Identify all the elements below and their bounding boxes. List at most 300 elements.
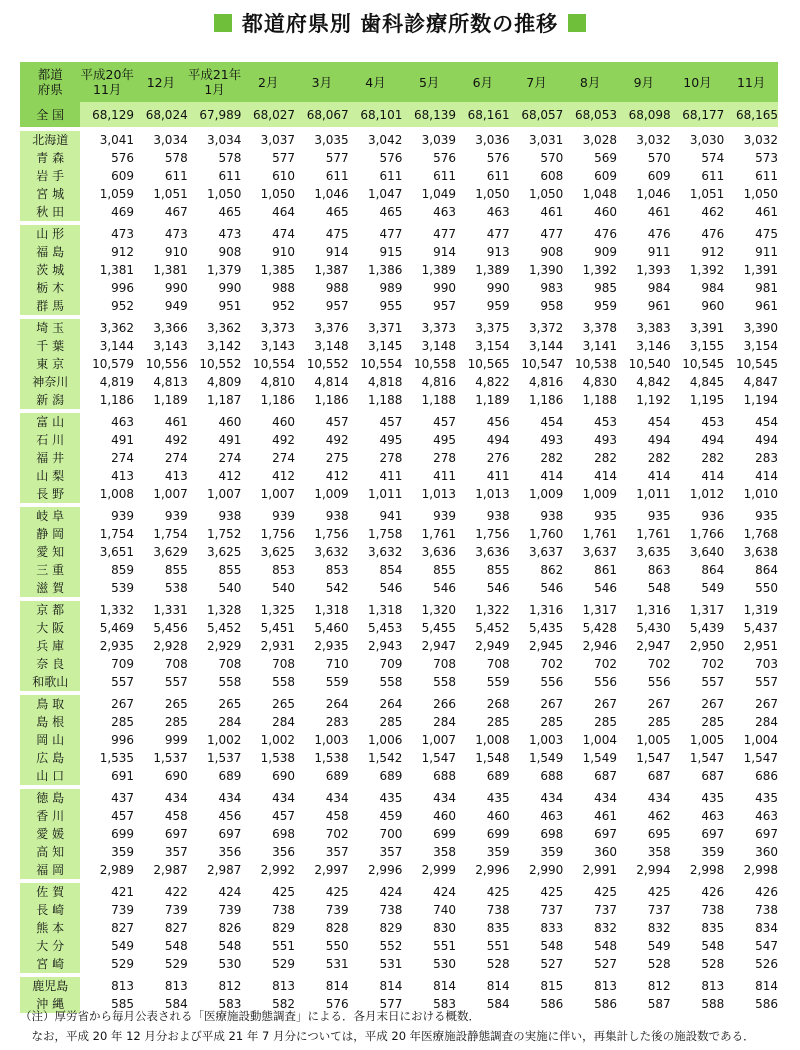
- table-row: [20, 579, 778, 597]
- table-cell: 461: [755, 205, 778, 219]
- table-cell: 587: [647, 997, 671, 1011]
- table-cell: 460: [218, 415, 242, 429]
- table-cell: 264: [379, 697, 403, 711]
- table-cell: 698: [272, 827, 296, 841]
- table-cell: 2,949: [475, 639, 510, 653]
- table-cell: 815: [540, 979, 564, 993]
- prefecture-name: 熊 本: [20, 919, 80, 937]
- table-cell: 5,435: [528, 621, 564, 635]
- table-cell: 454: [647, 415, 671, 429]
- table-cell: 3,640: [689, 545, 725, 559]
- table-cell: 611: [164, 169, 188, 183]
- table-cell: 813: [272, 979, 296, 993]
- table-cell: 911: [755, 245, 778, 259]
- table-cell: 3,143: [153, 339, 188, 353]
- total-value: 68,067: [295, 102, 349, 127]
- table-cell: 1,549: [528, 751, 564, 765]
- table-cell: 738: [755, 903, 778, 917]
- table-cell: 2,996: [367, 863, 403, 877]
- table-cell: 267: [647, 697, 671, 711]
- table-cell: 935: [594, 509, 617, 523]
- table-cell: 828: [325, 921, 349, 935]
- table-cell: 864: [701, 563, 725, 577]
- table-cell: 434: [325, 791, 349, 805]
- table-cell: 573: [755, 151, 778, 165]
- table-cell: 434: [164, 791, 188, 805]
- table-cell: 357: [164, 845, 188, 859]
- table-cell: 283: [755, 451, 778, 465]
- table-cell: 529: [164, 957, 188, 971]
- month-header-year: 平成21年: [187, 67, 242, 82]
- table-cell: 912: [111, 245, 135, 259]
- table-cell: 414: [540, 469, 564, 483]
- table-cell: 691: [111, 769, 135, 783]
- table-row: [20, 449, 778, 467]
- table-cell: 412: [218, 469, 242, 483]
- prefecture-name: 大 阪: [20, 619, 80, 637]
- table-cell: 702: [701, 657, 725, 671]
- table-cell: 557: [164, 675, 188, 689]
- table-cell: 459: [379, 809, 403, 823]
- table-cell: 494: [486, 433, 510, 447]
- table-cell: 3,383: [636, 321, 671, 335]
- table-cell: 3,144: [528, 339, 564, 353]
- table-row: [20, 167, 778, 185]
- table-cell: 1,004: [743, 733, 778, 747]
- table-cell: 542: [325, 581, 349, 595]
- table-cell: 1,050: [743, 187, 778, 201]
- table-cell: 546: [486, 581, 510, 595]
- table-row: [20, 601, 778, 619]
- table-cell: 2,990: [528, 863, 564, 877]
- table-cell: 1,059: [99, 187, 135, 201]
- prefecture-name: 福 岡: [20, 861, 80, 879]
- table-cell: 548: [647, 581, 671, 595]
- table-cell: 1,011: [367, 487, 403, 501]
- table-cell: 686: [755, 769, 778, 783]
- table-cell: 989: [379, 281, 403, 295]
- table-cell: 267: [755, 697, 778, 711]
- table-cell: 3,637: [582, 545, 617, 559]
- table-cell: 1,756: [260, 527, 296, 541]
- table-cell: 492: [325, 433, 349, 447]
- table-cell: 1,003: [528, 733, 564, 747]
- table-cell: 556: [594, 675, 617, 689]
- table-cell: 538: [164, 581, 188, 595]
- table-cell: 4,813: [153, 375, 188, 389]
- table-cell: 611: [701, 169, 725, 183]
- table-cell: 699: [486, 827, 510, 841]
- table-cell: 3,034: [207, 133, 242, 147]
- table-cell: 1,549: [582, 751, 617, 765]
- table-cell: 990: [486, 281, 510, 295]
- table-cell: 3,031: [528, 133, 564, 147]
- table-cell: 495: [433, 433, 456, 447]
- prefecture-name: 広 島: [20, 749, 80, 767]
- prefecture-name: 東 京: [20, 355, 80, 373]
- table-cell: 939: [433, 509, 456, 523]
- month-header-month: 5月: [418, 74, 440, 90]
- table-cell: 2,928: [153, 639, 188, 653]
- table-cell: 454: [755, 415, 778, 429]
- table-cell: 938: [325, 509, 349, 523]
- table-cell: 585: [111, 997, 135, 1011]
- table-cell: 1,542: [367, 751, 403, 765]
- total-value: 68,053: [563, 102, 617, 127]
- table-cell: 955: [379, 299, 403, 313]
- table-cell: 527: [540, 957, 564, 971]
- table-cell: 855: [218, 563, 242, 577]
- month-header-month: 1月: [204, 82, 225, 97]
- prefecture-name: 長 崎: [20, 901, 80, 919]
- prefecture-name: 徳 島: [20, 789, 80, 807]
- table-cell: 3,376: [314, 321, 349, 335]
- table-cell: 265: [272, 697, 296, 711]
- prefecture-name: 鹿児島: [20, 977, 80, 995]
- prefecture-name: 栃 木: [20, 279, 80, 297]
- total-value: 68,024: [134, 102, 188, 127]
- table-cell: 10,545: [736, 357, 778, 371]
- table-cell: 559: [486, 675, 510, 689]
- table-cell: 461: [647, 205, 671, 219]
- prefecture-name: 高 知: [20, 843, 80, 861]
- table-cell: 1,758: [367, 527, 403, 541]
- total-value: 68,098: [617, 102, 671, 127]
- table-cell: 981: [755, 281, 778, 295]
- table-cell: 1,331: [153, 603, 188, 617]
- table-cell: 467: [164, 205, 188, 219]
- table-cell: 4,819: [99, 375, 135, 389]
- table-cell: 914: [433, 245, 456, 259]
- table-cell: 3,636: [421, 545, 456, 559]
- table-cell: 457: [433, 415, 456, 429]
- table-cell: 1,013: [421, 487, 456, 501]
- table-cell: 1,013: [475, 487, 510, 501]
- table-cell: 827: [111, 921, 135, 935]
- table-cell: 697: [755, 827, 778, 841]
- table-cell: 4,822: [475, 375, 510, 389]
- table-cell: 473: [164, 227, 188, 241]
- table-cell: 5,439: [689, 621, 725, 635]
- table-cell: 1,187: [207, 393, 242, 407]
- table-cell: 528: [701, 957, 725, 971]
- table-cell: 1,006: [367, 733, 403, 747]
- table-cell: 548: [540, 939, 564, 953]
- table-cell: 4,842: [636, 375, 671, 389]
- table-cell: 3,154: [475, 339, 510, 353]
- table-cell: 412: [272, 469, 296, 483]
- table-cell: 708: [164, 657, 188, 671]
- table-cell: 690: [272, 769, 296, 783]
- table-cell: 267: [540, 697, 564, 711]
- prefecture-name: 和歌山: [20, 673, 80, 691]
- table-cell: 548: [164, 939, 188, 953]
- table-cell: 2,935: [314, 639, 349, 653]
- prefecture-name: 岩 手: [20, 167, 80, 185]
- prefecture-name: 沖 縄: [20, 995, 80, 1013]
- table-cell: 285: [701, 715, 725, 729]
- table-row: [20, 767, 778, 785]
- table-cell: 738: [486, 903, 510, 917]
- table-cell: 576: [486, 151, 510, 165]
- table-cell: 492: [164, 433, 188, 447]
- total-row: [20, 102, 778, 127]
- table-cell: 702: [540, 657, 564, 671]
- table-cell: 584: [486, 997, 510, 1011]
- table-cell: 493: [540, 433, 564, 447]
- table-cell: 1,188: [421, 393, 456, 407]
- table-cell: 859: [111, 563, 135, 577]
- table-cell: 3,036: [475, 133, 510, 147]
- table-cell: 853: [272, 563, 296, 577]
- table-cell: 1,195: [689, 393, 725, 407]
- table-cell: 3,148: [314, 339, 349, 353]
- table-cell: 434: [647, 791, 671, 805]
- table-cell: 540: [218, 581, 242, 595]
- table-cell: 547: [755, 939, 778, 953]
- table-cell: 549: [701, 581, 725, 595]
- total-value: 68,161: [456, 102, 510, 127]
- table-cell: 10,540: [628, 357, 671, 371]
- table-cell: 830: [433, 921, 456, 935]
- table-cell: 360: [755, 845, 778, 859]
- table-cell: 1,186: [99, 393, 135, 407]
- table-cell: 473: [218, 227, 242, 241]
- table-cell: 1,760: [528, 527, 564, 541]
- footnote-2: なお，平成 20 年 12 月分および平成 21 年 7 月分については，平成 20 年医療施設静態調査の実施に伴い，再集計した後の施設数である．: [20, 1029, 755, 1043]
- table-cell: 584: [164, 997, 188, 1011]
- table-cell: 3,154: [743, 339, 778, 353]
- table-cell: 961: [755, 299, 778, 313]
- table-cell: 546: [594, 581, 617, 595]
- table-cell: 1,381: [153, 263, 188, 277]
- table-row: [20, 807, 778, 825]
- table-cell: 709: [379, 657, 403, 671]
- table-cell: 2,994: [636, 863, 671, 877]
- table-cell: 411: [379, 469, 403, 483]
- table-cell: 3,143: [260, 339, 296, 353]
- month-header: [617, 62, 671, 102]
- prefecture-name: 三 重: [20, 561, 80, 579]
- table-cell: 1,050: [260, 187, 296, 201]
- table-cell: 739: [164, 903, 188, 917]
- table-cell: 2,997: [314, 863, 349, 877]
- table-cell: 359: [540, 845, 564, 859]
- table-cell: 434: [218, 791, 242, 805]
- month-header: [349, 62, 403, 102]
- table-cell: 1,047: [367, 187, 403, 201]
- table-cell: 549: [647, 939, 671, 953]
- table-cell: 477: [379, 227, 403, 241]
- table-cell: 528: [486, 957, 510, 971]
- table-cell: 453: [701, 415, 725, 429]
- table-cell: 268: [486, 697, 510, 711]
- table-cell: 2,987: [207, 863, 242, 877]
- table-cell: 274: [111, 451, 135, 465]
- table-cell: 952: [111, 299, 135, 313]
- table-cell: 1,389: [475, 263, 510, 277]
- table-cell: 5,455: [421, 621, 456, 635]
- table-cell: 267: [594, 697, 617, 711]
- table-cell: 738: [701, 903, 725, 917]
- table-cell: 3,635: [636, 545, 671, 559]
- table-row: [20, 955, 778, 973]
- table-cell: 985: [594, 281, 617, 295]
- table-cell: 813: [701, 979, 725, 993]
- table-cell: 2,998: [689, 863, 725, 877]
- table-cell: 435: [755, 791, 778, 805]
- table-row: [20, 543, 778, 561]
- month-header-month: 10月: [683, 74, 712, 90]
- table-row: [20, 391, 778, 409]
- table-cell: 5,460: [314, 621, 349, 635]
- table-cell: 473: [111, 227, 135, 241]
- table-cell: 284: [755, 715, 778, 729]
- table-cell: 266: [433, 697, 456, 711]
- table-cell: 10,545: [682, 357, 725, 371]
- table-cell: 812: [647, 979, 671, 993]
- table-cell: 411: [433, 469, 456, 483]
- table-cell: 285: [594, 715, 617, 729]
- table-cell: 356: [218, 845, 242, 859]
- table-cell: 939: [272, 509, 296, 523]
- total-label: 全 国: [20, 102, 80, 127]
- table-cell: 531: [379, 957, 403, 971]
- table-cell: 425: [594, 885, 617, 899]
- table-cell: 460: [433, 809, 456, 823]
- table-row: [20, 243, 778, 261]
- table-cell: 1,391: [743, 263, 778, 277]
- table-cell: 463: [111, 415, 135, 429]
- table-cell: 951: [218, 299, 242, 313]
- table-cell: 465: [218, 205, 242, 219]
- table-cell: 739: [325, 903, 349, 917]
- table-cell: 1,392: [582, 263, 617, 277]
- table-cell: 457: [325, 415, 349, 429]
- table-cell: 609: [647, 169, 671, 183]
- table-cell: 10,556: [145, 357, 188, 371]
- table-cell: 10,554: [253, 357, 296, 371]
- table-cell: 1,012: [689, 487, 725, 501]
- table-cell: 1,392: [689, 263, 725, 277]
- table-row: [20, 149, 778, 167]
- table-cell: 2,951: [743, 639, 778, 653]
- table-cell: 283: [325, 715, 349, 729]
- table-cell: 984: [701, 281, 725, 295]
- table-cell: 1,322: [475, 603, 510, 617]
- table-row: [20, 825, 778, 843]
- prefecture-name: 茨 城: [20, 261, 80, 279]
- table-cell: 5,452: [475, 621, 510, 635]
- table-row: [20, 203, 778, 221]
- table-cell: 285: [164, 715, 188, 729]
- table-cell: 558: [272, 675, 296, 689]
- prefecture-name: 佐 賀: [20, 883, 80, 901]
- table-cell: 611: [218, 169, 242, 183]
- table-cell: 983: [540, 281, 564, 295]
- table-cell: 3,651: [99, 545, 135, 559]
- table-cell: 988: [325, 281, 349, 295]
- table-cell: 358: [647, 845, 671, 859]
- table-cell: 551: [486, 939, 510, 953]
- table-cell: 10,565: [467, 357, 510, 371]
- table-cell: 494: [647, 433, 671, 447]
- table-cell: 2,999: [421, 863, 456, 877]
- table-cell: 1,007: [421, 733, 456, 747]
- table-cell: 1,381: [99, 263, 135, 277]
- table-cell: 611: [379, 169, 403, 183]
- table-cell: 425: [647, 885, 671, 899]
- month-header-month: 3月: [311, 74, 333, 90]
- table-cell: 458: [164, 809, 188, 823]
- month-header: [134, 62, 188, 102]
- table-cell: 829: [379, 921, 403, 935]
- table-cell: 285: [486, 715, 510, 729]
- month-header-month: 7月: [526, 74, 547, 90]
- table-cell: 550: [755, 581, 778, 595]
- prefecture-name: 奈 良: [20, 655, 80, 673]
- table-cell: 285: [647, 715, 671, 729]
- table-cell: 3,632: [367, 545, 403, 559]
- table-cell: 1,332: [99, 603, 135, 617]
- table-cell: 2,950: [689, 639, 725, 653]
- total-value: 68,139: [402, 102, 456, 127]
- total-value: 68,027: [241, 102, 295, 127]
- table-cell: 527: [594, 957, 617, 971]
- table-cell: 912: [701, 245, 725, 259]
- table-cell: 457: [272, 809, 296, 823]
- table-cell: 1,007: [260, 487, 296, 501]
- table-cell: 551: [272, 939, 296, 953]
- table-cell: 569: [594, 151, 617, 165]
- table-cell: 611: [325, 169, 349, 183]
- table-cell: 695: [647, 827, 671, 841]
- title-right-square-icon: [568, 14, 586, 32]
- table-cell: 609: [594, 169, 617, 183]
- table-cell: 3,390: [743, 321, 778, 335]
- table-cell: 4,845: [689, 375, 725, 389]
- table-row: [20, 843, 778, 861]
- table-cell: 1,393: [636, 263, 671, 277]
- table-cell: 935: [755, 509, 778, 523]
- table-cell: 2,998: [743, 863, 778, 877]
- table-cell: 412: [325, 469, 349, 483]
- table-cell: 1,756: [314, 527, 349, 541]
- table-row: [20, 713, 778, 731]
- table-cell: 610: [272, 169, 296, 183]
- table-cell: 265: [218, 697, 242, 711]
- table-cell: 528: [647, 957, 671, 971]
- table-cell: 460: [486, 809, 510, 823]
- table-cell: 463: [540, 809, 564, 823]
- table-cell: 4,814: [314, 375, 349, 389]
- table-cell: 915: [379, 245, 403, 259]
- table-cell: 284: [272, 715, 296, 729]
- table-cell: 1,186: [528, 393, 564, 407]
- table-cell: 425: [486, 885, 510, 899]
- table-row: [20, 789, 778, 807]
- title-bar: [0, 8, 800, 38]
- table-cell: 475: [755, 227, 778, 241]
- table-row: [20, 185, 778, 203]
- table-cell: 4,809: [207, 375, 242, 389]
- table-cell: 855: [164, 563, 188, 577]
- table-cell: 4,847: [743, 375, 778, 389]
- table-cell: 854: [379, 563, 403, 577]
- table-cell: 435: [701, 791, 725, 805]
- table-cell: 570: [647, 151, 671, 165]
- table-cell: 864: [755, 563, 778, 577]
